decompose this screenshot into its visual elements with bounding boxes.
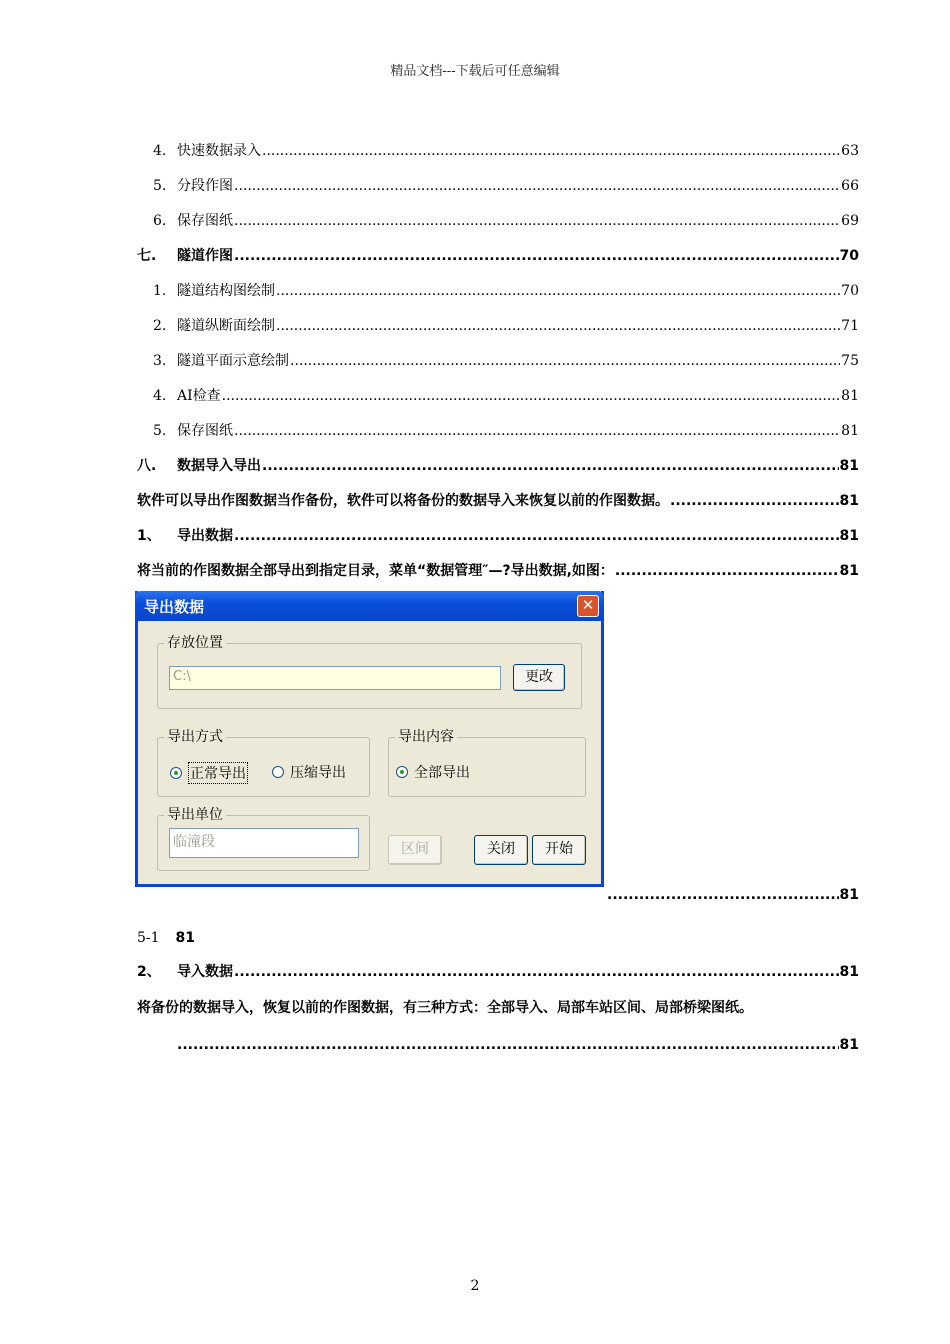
radio-label: 全部导出 [414, 765, 470, 781]
radio-unchecked-icon [272, 766, 284, 778]
toc-page: 69 [841, 213, 859, 229]
toc-leader [262, 141, 840, 161]
toc-leader [177, 1035, 839, 1055]
toc-number: 1、 [137, 528, 161, 544]
toc-leader [607, 885, 839, 905]
export-content-group [388, 729, 586, 797]
range-button[interactable]: 区间 [388, 835, 442, 865]
toc-label: 保存图纸 [177, 213, 233, 229]
toc-entry[interactable] [0, 1035, 950, 1055]
close-button[interactable]: 关闭 [474, 835, 528, 865]
page-number: 2 [470, 1278, 480, 1294]
start-button[interactable]: 开始 [532, 835, 586, 865]
toc-label: AI检查 [177, 388, 221, 404]
toc-label: 保存图纸 [177, 423, 233, 439]
toc-entry[interactable] [0, 351, 950, 371]
radio-label: 压缩导出 [290, 765, 346, 781]
figure-page: 81 [175, 930, 196, 946]
toc-number: 4. [153, 143, 167, 159]
dialog-title: 导出数据 [144, 598, 205, 616]
toc-label: 隧道纵断面绘制 [177, 318, 275, 334]
radio-label: 正常导出 [188, 762, 248, 784]
toc-number: 2、 [137, 964, 161, 980]
toc-page: 66 [841, 178, 859, 194]
figure-caption [137, 928, 195, 948]
toc-entry[interactable] [0, 526, 950, 546]
toc-number: 4. [153, 388, 167, 404]
change-button[interactable]: 更改 [513, 664, 565, 691]
toc-page: 81 [839, 458, 859, 474]
radio-compress-export[interactable] [272, 762, 346, 782]
toc-entry[interactable] [0, 962, 950, 982]
toc-page: 81 [839, 964, 859, 980]
export-method-group [157, 729, 370, 797]
close-icon[interactable]: ✕ [577, 595, 599, 617]
toc-page: 75 [841, 353, 859, 369]
unit-field[interactable]: 临潼段 [169, 828, 359, 858]
figure-number: 5-1 [137, 930, 160, 946]
toc-page: 81 [839, 493, 859, 509]
radio-export-all[interactable] [396, 762, 470, 782]
toc-page: 70 [839, 248, 859, 264]
toc-label: 隧道结构图绘制 [177, 283, 275, 299]
toc-entry[interactable] [0, 421, 950, 441]
toc-entry[interactable] [0, 176, 950, 196]
page-header: 精品文档---下载后可任意编辑 [390, 64, 560, 79]
radio-checked-icon [170, 767, 182, 779]
toc-leader [234, 421, 840, 441]
toc-page: 71 [841, 318, 859, 334]
toc-entry[interactable] [0, 561, 950, 581]
toc-number: 5. [153, 423, 167, 439]
dialog-titlebar[interactable] [135, 591, 604, 621]
toc-entry[interactable] [0, 281, 950, 301]
toc-page: 81 [841, 388, 859, 404]
toc-label: 分段作图 [177, 178, 233, 194]
toc-page: 81 [839, 563, 859, 579]
toc-page: 81 [839, 528, 859, 544]
toc-leader [234, 176, 840, 196]
toc-entry[interactable] [0, 316, 950, 336]
radio-checked-icon [396, 766, 408, 778]
toc-number: 八. [137, 458, 157, 474]
group-label: 存放位置 [164, 635, 226, 651]
toc-number: 6. [153, 213, 167, 229]
toc-number: 2. [153, 318, 167, 334]
toc-leader [234, 526, 839, 546]
toc-entry[interactable] [0, 885, 950, 905]
import-description: 将备份的数据导入，恢复以前的作图数据，有三种方式：全部导入、局部车站区间、局部桥梁图纸。 [137, 1000, 753, 1016]
toc-entry[interactable] [0, 141, 950, 161]
toc-entry[interactable] [0, 456, 950, 476]
toc-label: 快速数据录入 [177, 143, 261, 159]
group-label: 导出单位 [164, 807, 226, 823]
toc-page: 81 [839, 1037, 859, 1053]
toc-leader [276, 316, 840, 336]
radio-normal-export[interactable] [170, 762, 248, 784]
toc-leader [222, 386, 841, 406]
toc-leader [670, 491, 839, 511]
toc-label: 导入数据 [177, 964, 233, 980]
toc-page: 81 [841, 423, 859, 439]
group-label: 导出内容 [395, 729, 457, 745]
toc-entry[interactable] [0, 386, 950, 406]
toc-entry[interactable] [0, 211, 950, 231]
toc-leader [290, 351, 840, 371]
group-label: 导出方式 [164, 729, 226, 745]
toc-page: 63 [841, 143, 859, 159]
toc-label: 数据导入导出 [177, 458, 261, 474]
toc-entry[interactable] [0, 246, 950, 266]
toc-page: 70 [841, 283, 859, 299]
export-data-dialog [135, 591, 604, 887]
toc-leader [262, 456, 839, 476]
toc-label: 隧道平面示意绘制 [177, 353, 289, 369]
toc-label: 隧道作图 [177, 248, 233, 264]
toc-page: 81 [839, 887, 859, 903]
toc-leader [234, 211, 840, 231]
toc-label: 软件可以导出作图数据当作备份，软件可以将备份的数据导入来恢复以前的作图数据。 [137, 493, 669, 509]
toc-leader [234, 962, 839, 982]
export-unit-group [157, 807, 370, 871]
toc-label: 导出数据 [177, 528, 233, 544]
toc-leader [615, 561, 839, 581]
toc-label: 将当前的作图数据全部导出到指定目录，菜单“数据管理″—?导出数据,如图： [137, 563, 614, 579]
toc-number: 1. [153, 283, 167, 299]
toc-number: 3. [153, 353, 167, 369]
storage-location-group [157, 635, 582, 709]
toc-number: 5. [153, 178, 167, 194]
toc-number: 七. [137, 248, 157, 264]
path-field[interactable]: C:\ [169, 666, 501, 690]
toc-leader [234, 246, 839, 266]
toc-leader [276, 281, 840, 301]
toc-entry[interactable] [0, 491, 950, 511]
